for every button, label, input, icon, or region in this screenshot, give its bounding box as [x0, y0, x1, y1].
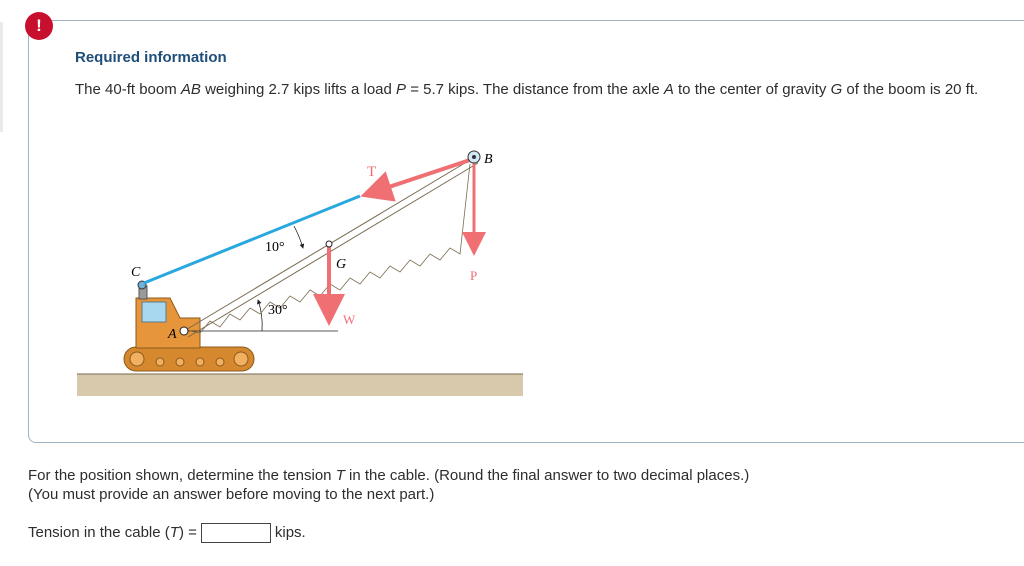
- left-edge-marker: [0, 22, 3, 132]
- crane-figure: [70, 140, 530, 402]
- answer-label: Tension in the cable (T) =: [28, 524, 197, 541]
- axle-a-marker: [180, 327, 188, 335]
- angle-label-cable: 10°: [265, 240, 285, 255]
- label-a: A: [168, 327, 177, 342]
- ground: [77, 374, 523, 396]
- alert-icon: !: [25, 12, 53, 40]
- label-c: C: [131, 265, 141, 280]
- unit-label: kips.: [274, 524, 306, 541]
- tension-answer-input[interactable]: [201, 523, 271, 543]
- section-heading: Required information: [75, 49, 227, 66]
- answer-row: [28, 522, 306, 544]
- center-of-gravity-marker: [326, 241, 332, 247]
- question-text: For the position shown, determine the tension T in the cable. (Round the final answer to two decimal places.) (You must provide an answer before moving to the next part.): [28, 467, 750, 503]
- label-p: P: [470, 268, 478, 283]
- angle-label-boom: 30°: [268, 303, 288, 318]
- label-g: G: [336, 257, 347, 272]
- label-t: T: [367, 164, 377, 180]
- problem-statement: The 40-ft boom AB weighing 2.7 kips lifts a load P = 5.7 kips. The distance from the axle A to the center of gravity G of the boom is 20 ft.: [75, 81, 979, 98]
- label-b: B: [484, 152, 493, 167]
- crane-tracks: [124, 347, 254, 371]
- label-w: W: [343, 312, 356, 327]
